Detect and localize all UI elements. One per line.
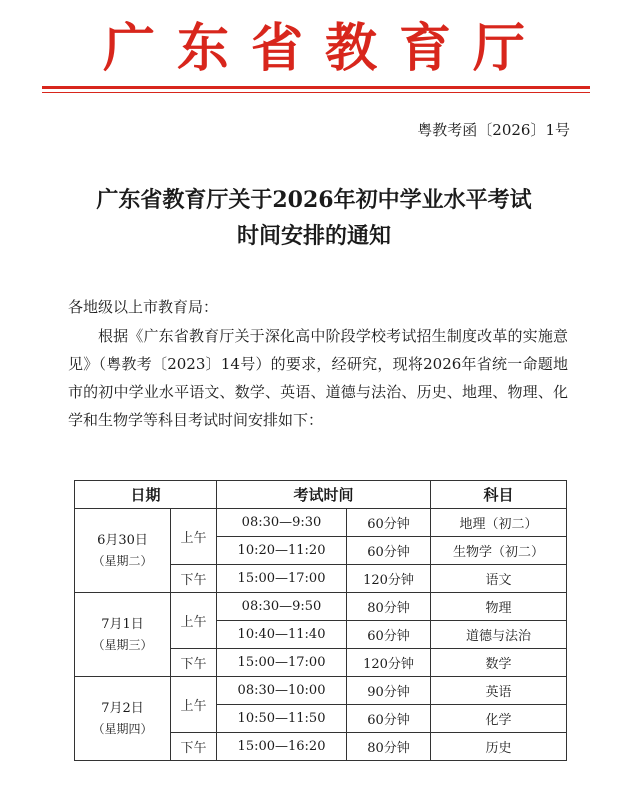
document-number: 粤教考函〔2026〕1号 <box>417 121 570 139</box>
notice-title <box>40 182 588 254</box>
time-cell: 10:50—11:50 <box>217 705 347 733</box>
subject-cell: 生物学（初二） <box>431 537 567 565</box>
weekday-text: （星期四） <box>92 721 153 736</box>
time-cell: 10:40—11:40 <box>217 621 347 649</box>
subject-cell: 语文 <box>431 565 567 593</box>
time-cell: 10:20—11:20 <box>217 537 347 565</box>
session-am: 上午 <box>171 593 217 649</box>
table-row <box>75 593 567 621</box>
duration-cell: 60分钟 <box>347 621 431 649</box>
session-am: 上午 <box>171 677 217 733</box>
duration-cell: 60分钟 <box>347 509 431 537</box>
body-paragraph: 根据《广东省教育厅关于深化高中阶段学校考试招生制度改革的实施意见》（粤教考〔2023〕14号）的要求，经研究，现将2026年省统一命题地市的初中学业水平语文、数学、英语、道德与法治、历史、地理、物理、化学和生物学等科目考试时间安排如下： <box>68 327 568 429</box>
subject-cell: 地理（初二） <box>431 509 567 537</box>
subject-cell: 英语 <box>431 677 567 705</box>
table-row <box>75 677 567 705</box>
date-text: 7月2日 <box>101 700 144 716</box>
subject-cell: 数学 <box>431 649 567 677</box>
masthead-rule-thin <box>42 92 590 93</box>
duration-cell: 80分钟 <box>347 593 431 621</box>
time-cell: 15:00—17:00 <box>217 649 347 677</box>
body-text <box>68 322 568 434</box>
salutation: 各地级以上市教育局： <box>68 298 219 316</box>
time-cell: 08:30—9:50 <box>217 593 347 621</box>
time-cell: 15:00—17:00 <box>217 565 347 593</box>
duration-cell: 120分钟 <box>347 565 431 593</box>
date-text: 6月30日 <box>97 532 148 548</box>
session-pm: 下午 <box>171 733 217 761</box>
date-cell <box>75 677 171 761</box>
time-cell: 15:00—16:20 <box>217 733 347 761</box>
date-cell <box>75 593 171 677</box>
exam-schedule-table <box>74 480 567 761</box>
date-text: 7月1日 <box>101 616 144 632</box>
subject-cell: 化学 <box>431 705 567 733</box>
session-am: 上午 <box>171 509 217 565</box>
duration-cell: 60分钟 <box>347 705 431 733</box>
subject-cell: 道德与法治 <box>431 621 567 649</box>
notice-title-line-2: 时间安排的通知 <box>236 223 391 249</box>
table-header-row <box>75 481 567 509</box>
session-pm: 下午 <box>171 649 217 677</box>
weekday-text: （星期二） <box>92 553 153 568</box>
masthead-title: 广东省教育厅 <box>102 18 547 79</box>
header-exam-time: 考试时间 <box>217 481 431 509</box>
duration-cell: 80分钟 <box>347 733 431 761</box>
time-cell: 08:30—9:30 <box>217 509 347 537</box>
weekday-text: （星期三） <box>92 637 153 652</box>
duration-cell: 60分钟 <box>347 537 431 565</box>
session-pm: 下午 <box>171 565 217 593</box>
notice-title-line-1: 广东省教育厅关于2026年初中学业水平考试 <box>96 187 532 213</box>
table-row <box>75 509 567 537</box>
header-subject: 科目 <box>431 481 567 509</box>
date-cell <box>75 509 171 593</box>
masthead-rule-thick <box>42 86 590 89</box>
subject-cell: 历史 <box>431 733 567 761</box>
duration-cell: 120分钟 <box>347 649 431 677</box>
header-date: 日期 <box>75 481 217 509</box>
time-cell: 08:30—10:00 <box>217 677 347 705</box>
subject-cell: 物理 <box>431 593 567 621</box>
duration-cell: 90分钟 <box>347 677 431 705</box>
